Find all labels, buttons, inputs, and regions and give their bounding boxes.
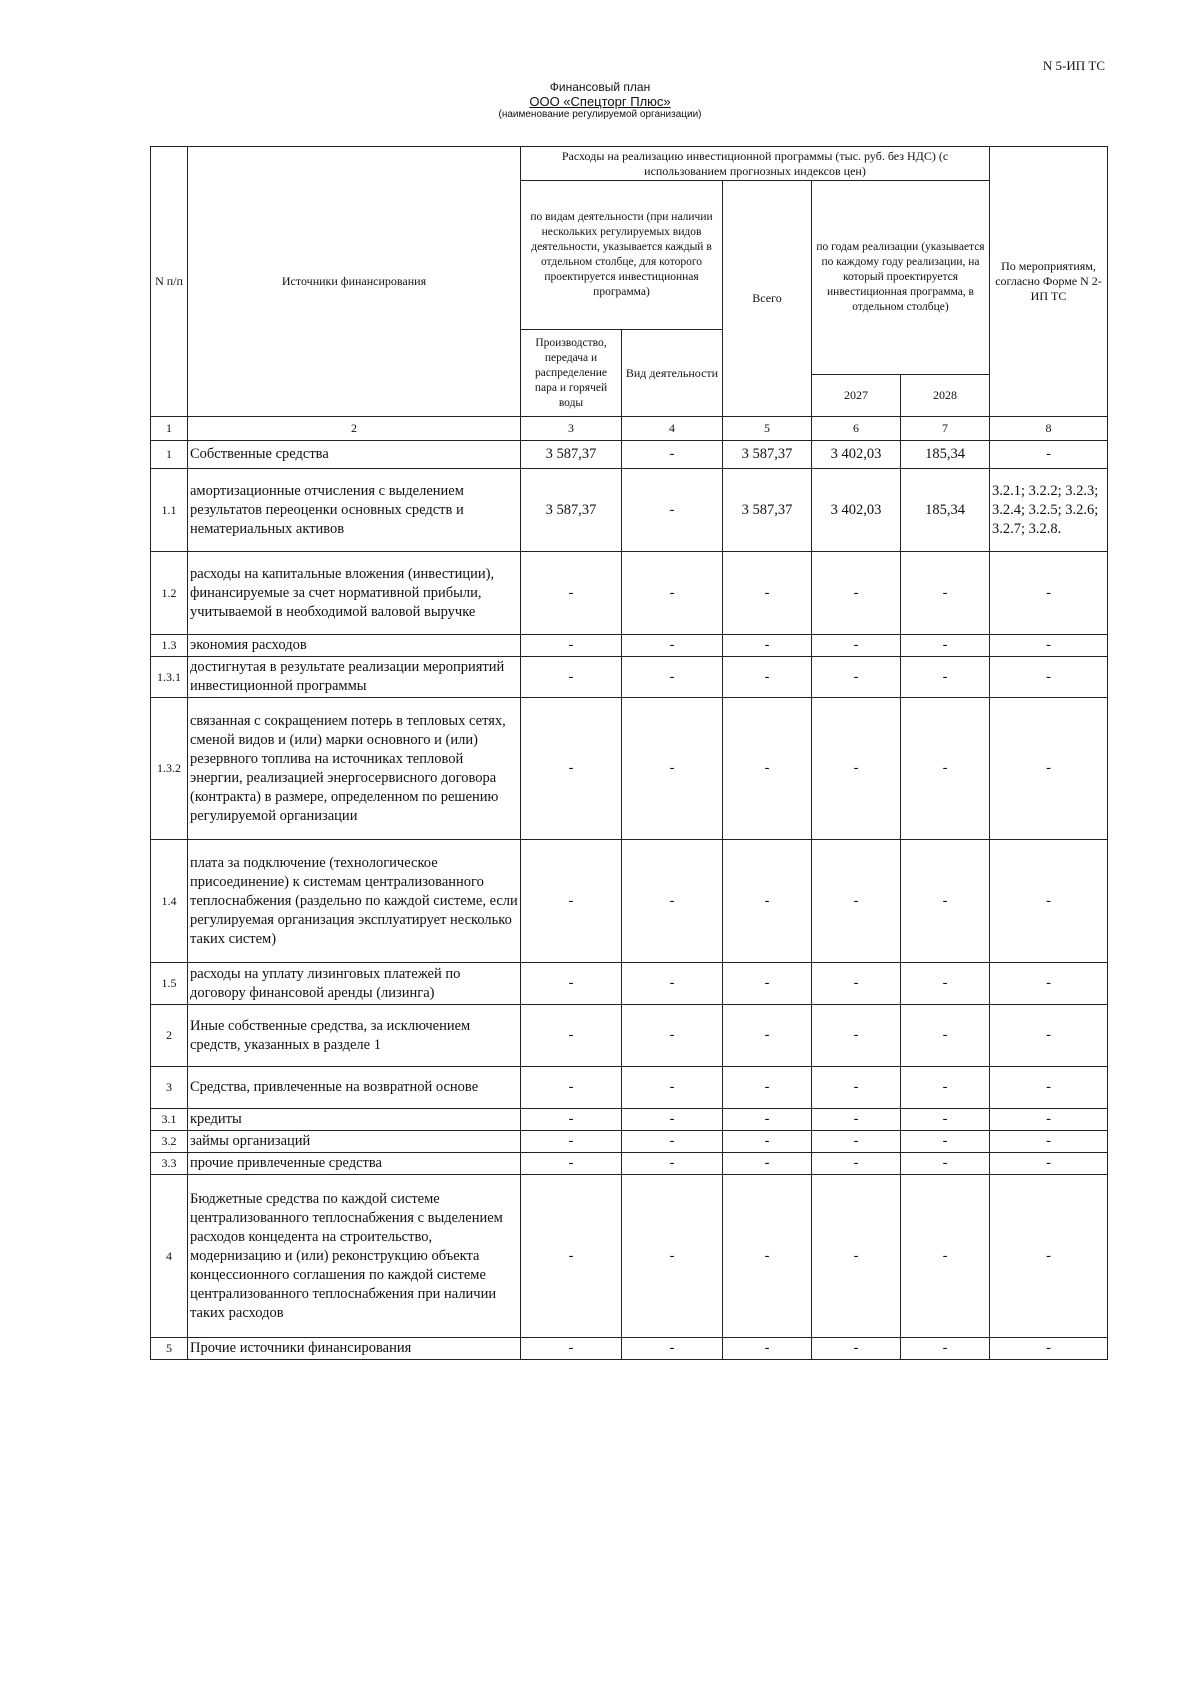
row-name: расходы на капитальные вложения (инвестиции), финансируемые за счет нормативной прибыли, учитываемой в необходимой валовой выручке <box>188 552 521 635</box>
cell-year-1: - <box>812 657 901 698</box>
cell-year-1: 3 402,03 <box>812 441 901 469</box>
organization-name: ООО «Спецторг Плюс» <box>529 94 671 109</box>
row-name: связанная с сокращением потерь в тепловых сетях, сменой видов и (или) марки основного и (или) резервного топлива на источниках тепловой энергии, реализацией энергосервисного договора (контракта) в размере, определенном по решению регулируемой организации <box>188 698 521 840</box>
row-name: расходы на уплату лизинговых платежей по договору финансовой аренды (лизинга) <box>188 963 521 1005</box>
header-by-years: по годам реализации (указывается по каждому году реализации, на который проектируется инвестиционная программа, в отдельном столбце) <box>812 181 990 375</box>
cell-total: - <box>723 963 812 1005</box>
column-number: 8 <box>990 417 1108 441</box>
cell-production: - <box>521 552 622 635</box>
cell-events: - <box>990 1131 1108 1153</box>
table-row <box>151 1067 1108 1109</box>
cell-year-1: - <box>812 963 901 1005</box>
cell-year-2: - <box>901 1067 990 1109</box>
column-numbers-row <box>151 417 1108 441</box>
cell-events: - <box>990 441 1108 469</box>
cell-production: 3 587,37 <box>521 469 622 552</box>
row-number: 1.4 <box>151 840 188 963</box>
table-row <box>151 1005 1108 1067</box>
cell-year-1: - <box>812 1005 901 1067</box>
cell-total: - <box>723 1005 812 1067</box>
header-num: N п/п <box>151 147 188 417</box>
cell-year-2: - <box>901 698 990 840</box>
header-by-activity: по видам деятельности (при наличии нескольких регулируемых видов деятельности, указывается каждый в отдельном столбце, для которого проектируется инвестиционная программа) <box>521 181 723 330</box>
cell-total: - <box>723 1153 812 1175</box>
form-code: N 5-ИП ТС <box>1042 58 1105 73</box>
row-name: экономия расходов <box>188 635 521 657</box>
cell-year-2: 185,34 <box>901 441 990 469</box>
cell-total: - <box>723 1338 812 1360</box>
cell-year-1: - <box>812 1067 901 1109</box>
cell-year-2: - <box>901 1175 990 1338</box>
table-row <box>151 469 1108 552</box>
cell-year-2: - <box>901 657 990 698</box>
cell-year-2: - <box>901 1131 990 1153</box>
cell-production: - <box>521 1109 622 1131</box>
header-year-2: 2028 <box>901 375 990 417</box>
header-expenses: Расходы на реализацию инвестиционной программы (тыс. руб. без НДС) (с использованием прогнозных индексов цен) <box>521 147 990 181</box>
cell-activity: - <box>622 840 723 963</box>
cell-year-2: - <box>901 963 990 1005</box>
cell-activity: - <box>622 1153 723 1175</box>
cell-events: - <box>990 1005 1108 1067</box>
cell-events: - <box>990 1067 1108 1109</box>
cell-production: - <box>521 1153 622 1175</box>
cell-year-1: - <box>812 1175 901 1338</box>
row-name: плата за подключение (технологическое присоединение) к системам централизованного теплоснабжения (раздельно по каждой системе, если регулируемая организация эксплуатирует несколько таких систем) <box>188 840 521 963</box>
cell-year-1: - <box>812 635 901 657</box>
column-number: 7 <box>901 417 990 441</box>
cell-production: - <box>521 1005 622 1067</box>
cell-activity: - <box>622 635 723 657</box>
cell-year-2: - <box>901 635 990 657</box>
cell-production: - <box>521 1338 622 1360</box>
row-name: Собственные средства <box>188 441 521 469</box>
row-name: достигнутая в результате реализации мероприятий инвестиционной программы <box>188 657 521 698</box>
table-row <box>151 1153 1108 1175</box>
row-number: 5 <box>151 1338 188 1360</box>
row-number: 1.5 <box>151 963 188 1005</box>
cell-activity: - <box>622 1131 723 1153</box>
row-name: Средства, привлеченные на возвратной основе <box>188 1067 521 1109</box>
row-number: 1.1 <box>151 469 188 552</box>
cell-year-1: - <box>812 840 901 963</box>
cell-production: 3 587,37 <box>521 441 622 469</box>
row-number: 1.2 <box>151 552 188 635</box>
row-number: 3.3 <box>151 1153 188 1175</box>
cell-activity: - <box>622 1109 723 1131</box>
cell-events: - <box>990 1153 1108 1175</box>
cell-events: - <box>990 635 1108 657</box>
cell-total: - <box>723 635 812 657</box>
row-number: 1.3.2 <box>151 698 188 840</box>
financial-plan-table <box>150 146 1108 1360</box>
cell-total: - <box>723 1131 812 1153</box>
cell-year-1: - <box>812 698 901 840</box>
cell-total: - <box>723 1067 812 1109</box>
table-row <box>151 657 1108 698</box>
table-row <box>151 1338 1108 1360</box>
organization-note: (наименование регулируемой организации) <box>498 109 702 120</box>
row-number: 2 <box>151 1005 188 1067</box>
cell-activity: - <box>622 657 723 698</box>
row-name: амортизационные отчисления с выделением результатов переоценки основных средств и нематериальных активов <box>188 469 521 552</box>
header-production: Производство, передача и распределение пара и горячей воды <box>521 330 622 417</box>
cell-year-1: - <box>812 1109 901 1131</box>
cell-production: - <box>521 1175 622 1338</box>
cell-events: - <box>990 1109 1108 1131</box>
cell-production: - <box>521 1067 622 1109</box>
cell-year-2: - <box>901 1109 990 1131</box>
cell-production: - <box>521 657 622 698</box>
header-total: Всего <box>723 181 812 417</box>
cell-events: - <box>990 657 1108 698</box>
cell-activity: - <box>622 1338 723 1360</box>
cell-production: - <box>521 635 622 657</box>
header-year-1: 2027 <box>812 375 901 417</box>
cell-activity: - <box>622 1005 723 1067</box>
cell-production: - <box>521 1131 622 1153</box>
cell-events: - <box>990 1175 1108 1338</box>
cell-events: - <box>990 1338 1108 1360</box>
row-number: 3.2 <box>151 1131 188 1153</box>
cell-year-1: - <box>812 552 901 635</box>
cell-events: 3.2.1; 3.2.2; 3.2.3; 3.2.4; 3.2.5; 3.2.6; 3.2.7; 3.2.8. <box>990 469 1108 552</box>
table-row <box>151 1175 1108 1338</box>
header-events: По мероприятиям, согласно Форме N 2-ИП ТС <box>990 147 1108 417</box>
cell-year-2: - <box>901 1338 990 1360</box>
column-number: 3 <box>521 417 622 441</box>
header-activity: Вид деятельности <box>622 330 723 417</box>
cell-year-2: - <box>901 1153 990 1175</box>
row-number: 4 <box>151 1175 188 1338</box>
row-number: 3.1 <box>151 1109 188 1131</box>
column-number: 1 <box>151 417 188 441</box>
cell-production: - <box>521 963 622 1005</box>
cell-production: - <box>521 698 622 840</box>
table-row <box>151 963 1108 1005</box>
table-row <box>151 698 1108 840</box>
cell-total: 3 587,37 <box>723 441 812 469</box>
cell-year-1: - <box>812 1131 901 1153</box>
cell-activity: - <box>622 1067 723 1109</box>
cell-total: - <box>723 1109 812 1131</box>
cell-year-2: - <box>901 840 990 963</box>
table-row <box>151 1131 1108 1153</box>
cell-events: - <box>990 840 1108 963</box>
document-title: Финансовый план <box>549 80 651 94</box>
document-header <box>0 80 1200 121</box>
row-name: займы организаций <box>188 1131 521 1153</box>
row-number: 1.3 <box>151 635 188 657</box>
cell-activity: - <box>622 441 723 469</box>
cell-year-2: 185,34 <box>901 469 990 552</box>
cell-activity: - <box>622 1175 723 1338</box>
header-source: Источники финансирования <box>188 147 521 417</box>
row-name: кредиты <box>188 1109 521 1131</box>
cell-year-2: - <box>901 552 990 635</box>
table-row <box>151 635 1108 657</box>
column-number: 5 <box>723 417 812 441</box>
cell-year-1: - <box>812 1153 901 1175</box>
row-number: 1 <box>151 441 188 469</box>
column-number: 6 <box>812 417 901 441</box>
cell-total: - <box>723 1175 812 1338</box>
row-name: Иные собственные средства, за исключением средств, указанных в разделе 1 <box>188 1005 521 1067</box>
row-name: Прочие источники финансирования <box>188 1338 521 1360</box>
cell-activity: - <box>622 963 723 1005</box>
cell-year-2: - <box>901 1005 990 1067</box>
cell-year-1: 3 402,03 <box>812 469 901 552</box>
cell-production: - <box>521 840 622 963</box>
table-row <box>151 441 1108 469</box>
cell-total: - <box>723 657 812 698</box>
column-number: 4 <box>622 417 723 441</box>
row-name: прочие привлеченные средства <box>188 1153 521 1175</box>
cell-events: - <box>990 963 1108 1005</box>
cell-activity: - <box>622 552 723 635</box>
cell-events: - <box>990 552 1108 635</box>
table-row <box>151 840 1108 963</box>
cell-total: 3 587,37 <box>723 469 812 552</box>
cell-events: - <box>990 698 1108 840</box>
cell-activity: - <box>622 469 723 552</box>
table-row <box>151 1109 1108 1131</box>
cell-year-1: - <box>812 1338 901 1360</box>
cell-activity: - <box>622 698 723 840</box>
cell-total: - <box>723 552 812 635</box>
column-number: 2 <box>188 417 521 441</box>
row-number: 3 <box>151 1067 188 1109</box>
cell-total: - <box>723 698 812 840</box>
table-row <box>151 552 1108 635</box>
row-number: 1.3.1 <box>151 657 188 698</box>
cell-total: - <box>723 840 812 963</box>
row-name: Бюджетные средства по каждой системе централизованного теплоснабжения с выделением расходов концедента на строительство, модернизацию и (или) реконструкцию объекта концессионного соглашения по каждой системе централизованного теплоснабжения при наличии таких расходов <box>188 1175 521 1338</box>
